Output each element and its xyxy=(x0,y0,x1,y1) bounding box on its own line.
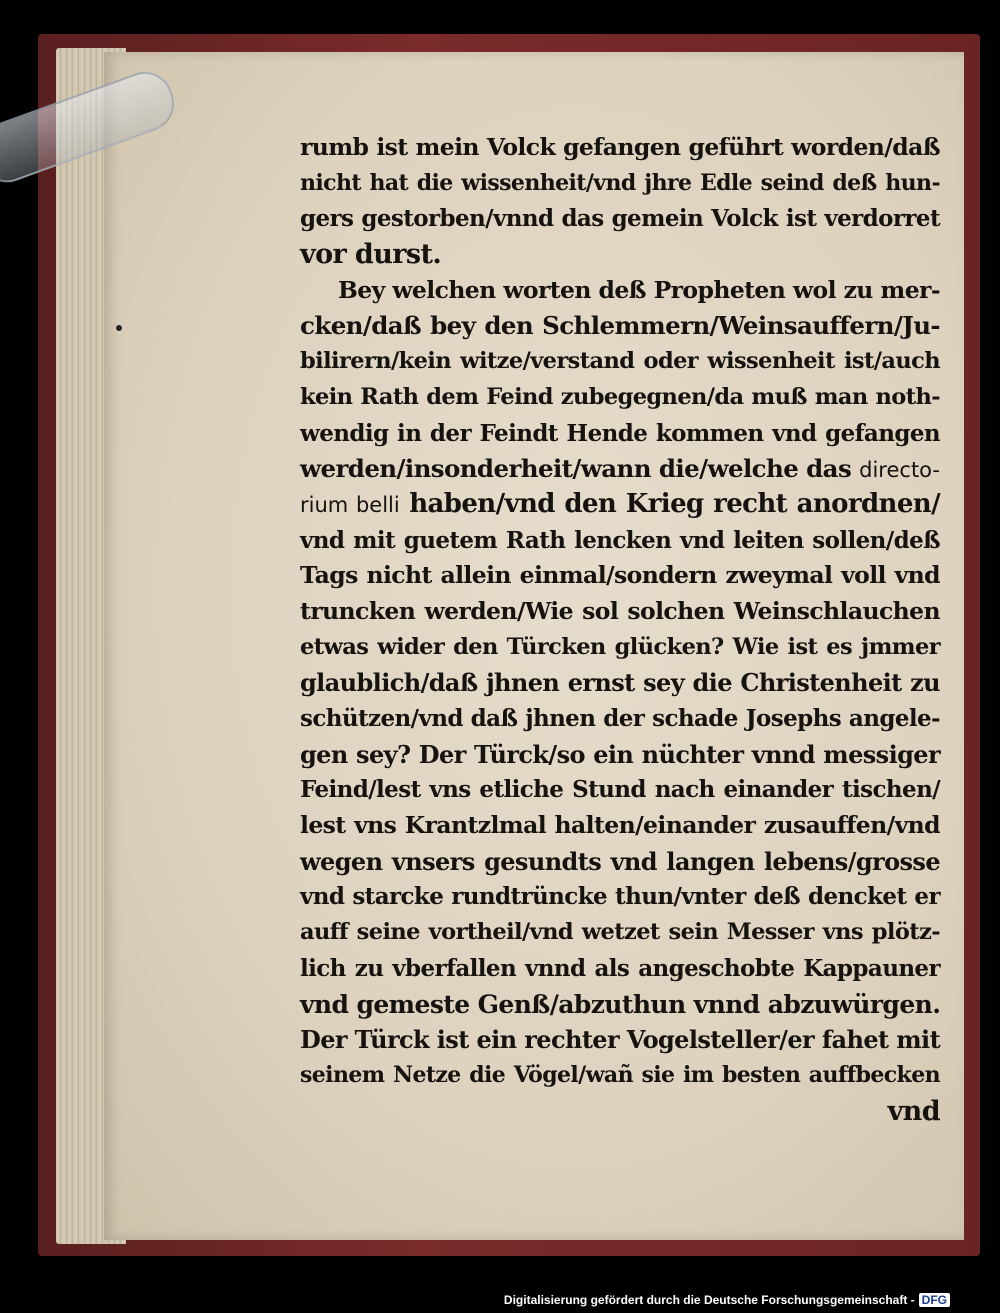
text-line: glaublich/daß jhnen ernst sey die Christenheit zu xyxy=(300,668,940,698)
page-text xyxy=(300,130,940,1129)
text-segment: werden/insonderheit/wann die/welche das xyxy=(300,454,860,484)
text-line: vnd starcke rundtrüncke thun/vnter deß dencket er xyxy=(300,883,940,911)
text-line xyxy=(300,451,940,487)
text-line: schützen/vnd daß jhnen der schade Josephs angele- xyxy=(300,705,940,732)
dfg-logo: DFG xyxy=(919,1293,950,1307)
text-line: gers gestorben/vnnd das gemein Volck ist verdorret xyxy=(300,205,940,233)
text-line: cken/daß bey den Schlemmern/Weinsauffern/Ju- xyxy=(300,311,940,341)
text-line: wendig in der Feindt Hende kommen vnd gefangen xyxy=(300,419,940,447)
ink-dot xyxy=(116,325,122,331)
text-segment: haben/vnd den Krieg recht anordnen/ xyxy=(399,488,940,519)
latin-term: rium belli xyxy=(300,492,400,517)
text-line xyxy=(300,487,940,523)
text-line: Der Türck ist ein rechter Vogelsteller/er fahet mit xyxy=(300,1025,941,1055)
text-line: lich zu vberfallen vnnd als angeschobte Kappauner xyxy=(300,954,940,982)
text-line: rumb ist mein Volck gefangen geführt worden/daß xyxy=(300,133,940,161)
text-line: kein Rath dem Feind zubegegnen/da muß man noth- xyxy=(300,383,940,410)
text-line: Feind/lest vns etliche Stund nach einander tischen/ xyxy=(300,776,940,804)
text-line: etwas wider den Türcken glücken? Wie ist es jmmer xyxy=(300,633,940,660)
text-line: bilirern/kein witze/verstand oder wissenheit ist/auch xyxy=(300,348,940,375)
credit-text: Digitalisierung gefördert durch die Deutsche Forschungsgemeinschaft - xyxy=(503,1293,915,1307)
text-line: Tags nicht allein einmal/sondern zweymal voll vnd xyxy=(300,561,940,590)
text-line: Bey welchen worten deß Propheten wol zu mer- xyxy=(338,275,940,304)
text-line: auff seine vortheil/vnd wetzet sein Messer vns plötz- xyxy=(300,919,940,946)
text-line: wegen vnsers gesundts vnd langen lebens/grosse xyxy=(300,846,940,876)
text-line: nicht hat die wissenheit/vnd jhre Edle seind deß hun- xyxy=(300,169,940,196)
text-line: vnd gemeste Genß/abzuthun vnnd abzuwürgen. xyxy=(300,989,941,1019)
text-line: seinem Netze die Vögel/wañ sie im besten auffbecken xyxy=(300,1061,940,1088)
text-line: vnd mit guetem Rath lencken vnd leiten sollen/deß xyxy=(300,526,940,554)
text-line: truncken werden/Wie sol solchen Weinschlauchen xyxy=(300,596,940,625)
digitization-credit xyxy=(504,1293,950,1307)
text-line: lest vns Krantzlmal halten/einander zusauffen/vnd xyxy=(300,811,940,840)
text-line: gen sey? Der Türck/so ein nüchter vnnd messiger xyxy=(300,739,940,769)
catchword: vnd xyxy=(887,1095,940,1127)
latin-term: directo- xyxy=(859,458,940,483)
text-line: vor durst. xyxy=(300,239,442,271)
